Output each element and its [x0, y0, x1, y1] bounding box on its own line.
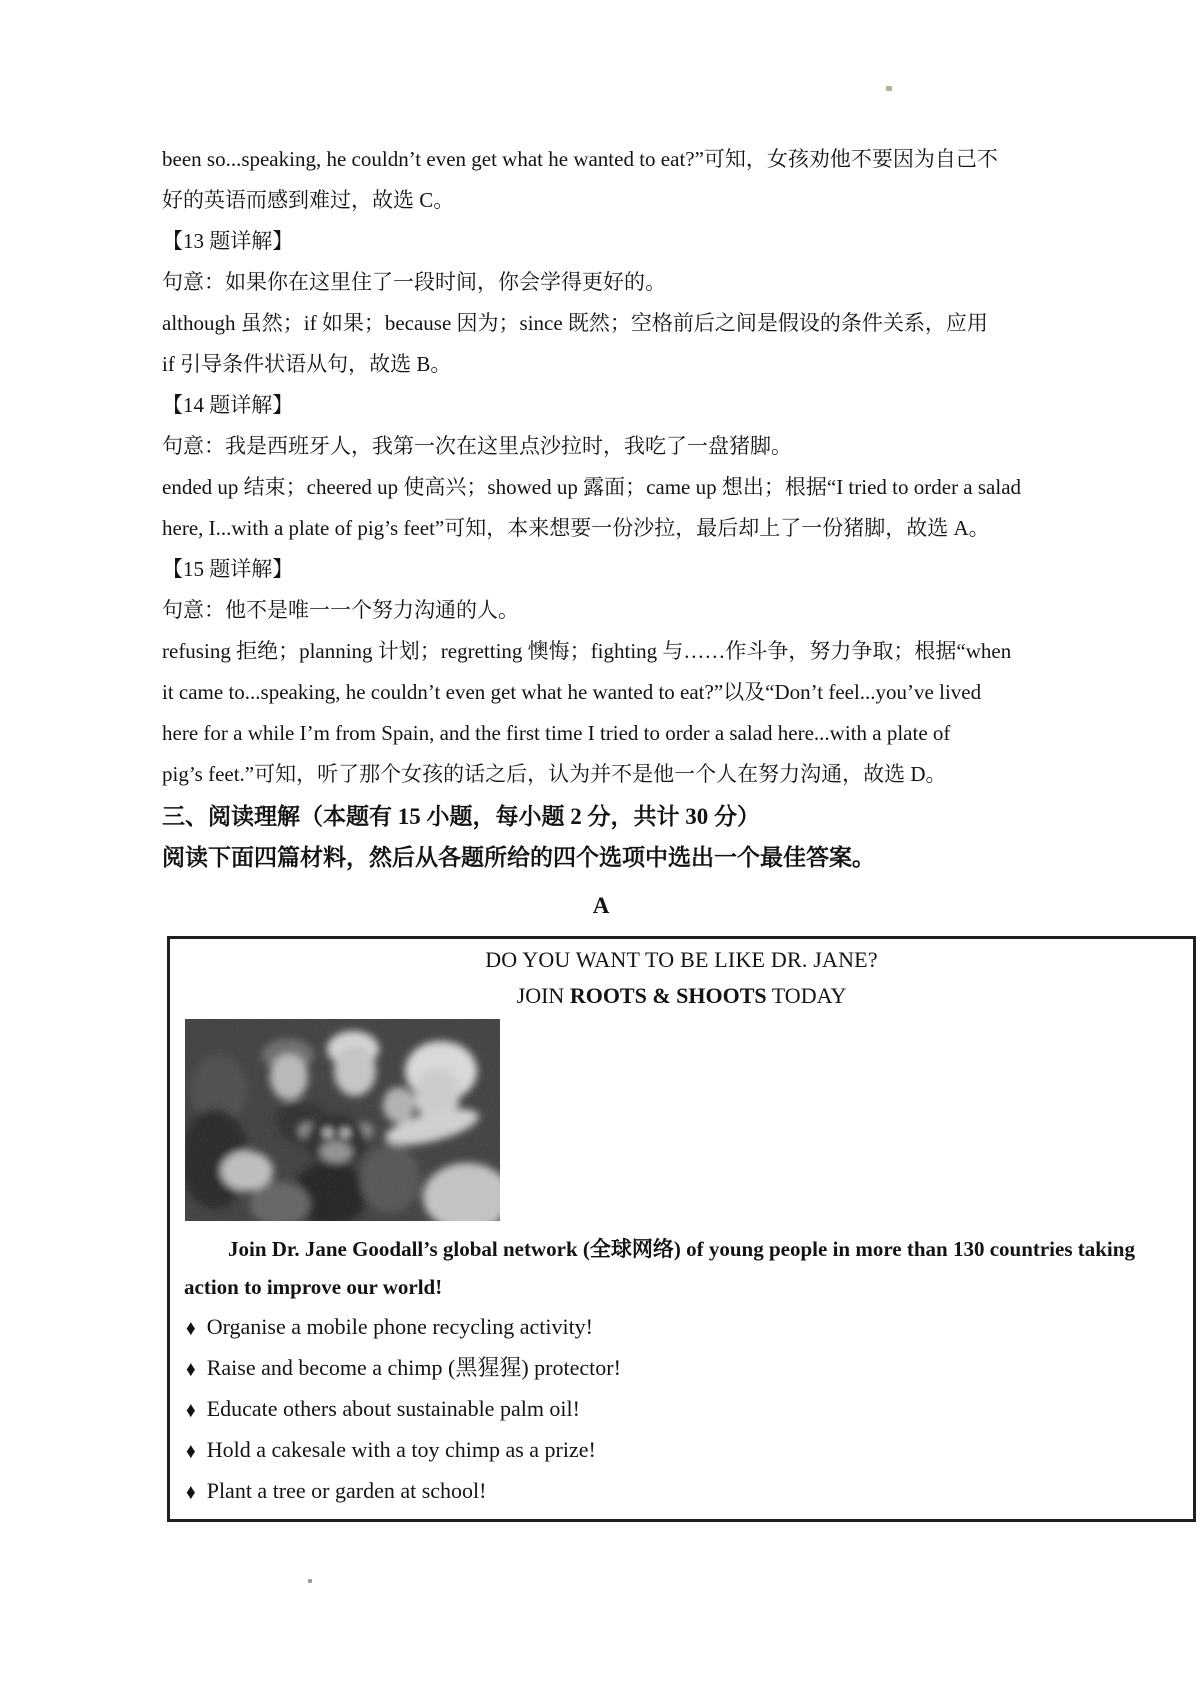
activity-bullet-item — [186, 1306, 1166, 1347]
scan-artifact-dot-top — [886, 86, 892, 91]
answer-line: refusing 拒绝；planning 计划；regretting 懊悔；fighting 与……作斗争，努力争取；根据“when — [162, 639, 1012, 663]
reading-passage-box — [167, 936, 1196, 1522]
diamond-bullet-icon: ♦ — [186, 1316, 196, 1341]
answer-line: here for a while I’m from Spain, and the first time I tried to order a salad here...with a plate of — [162, 721, 951, 745]
activity-bullet-text: Raise and become a chimp (黑猩猩) protector! — [206, 1355, 621, 1380]
answer-line: ended up 结束；cheered up 使高兴；showed up 露面；came up 想出；根据“I tried to order a salad — [162, 475, 1022, 499]
activity-bullet-text: Organise a mobile phone recycling activity! — [206, 1314, 594, 1339]
answer-line: 【15 题详解】 — [162, 557, 294, 581]
diamond-bullet-icon: ♦ — [186, 1357, 196, 1382]
answer-line: 【14 题详解】 — [162, 393, 294, 417]
subtitle-pre: JOIN — [516, 983, 570, 1008]
subtitle-bold: ROOTS & SHOOTS — [569, 983, 767, 1008]
children-with-toy-chimp-photo — [185, 1019, 500, 1221]
answer-line: if 引导条件状语从句，故选 B。 — [162, 352, 452, 376]
answer-line: although 虽然；if 如果；because 因为；since 既然；空格前后之间是假设的条件关系，应用 — [162, 311, 988, 335]
passage-subtitle — [170, 983, 1193, 1009]
passage-intro-line2: action to improve our world! — [184, 1275, 443, 1299]
diamond-bullet-icon: ♦ — [186, 1398, 196, 1423]
activity-bullet-item — [186, 1470, 1166, 1511]
answer-line: 句意：如果你在这里住了一段时间，你会学得更好的。 — [162, 270, 666, 294]
diamond-bullet-icon: ♦ — [186, 1439, 196, 1464]
activity-bullet-text: Plant a tree or garden at school! — [206, 1478, 487, 1503]
answer-line: 好的英语而感到难过，故选 C。 — [162, 188, 455, 212]
subtitle-post: TODAY — [766, 983, 847, 1008]
activity-bullet-text: Educate others about sustainable palm oil! — [206, 1396, 580, 1421]
section-instruction: 阅读下面四篇材料，然后从各题所给的四个选项中选出一个最佳答案。 — [162, 845, 875, 870]
activity-bullet-item — [186, 1388, 1166, 1429]
answer-line: been so...speaking, he couldn’t even get what he wanted to eat?”可知，女孩劝他不要因为自己不 — [162, 147, 998, 171]
activity-bullet-list — [186, 1306, 1166, 1511]
activity-bullet-item — [186, 1429, 1166, 1470]
passage-label: A — [592, 893, 610, 918]
answer-line: it came to...speaking, he couldn’t even get what he wanted to eat?”以及“Don’t feel...you’ve lived — [162, 680, 982, 704]
scan-artifact-dot-bottom — [308, 1579, 312, 1583]
answer-line: 句意：我是西班牙人，我第一次在这里点沙拉时，我吃了一盘猪脚。 — [162, 434, 792, 458]
answer-explanations — [162, 139, 1062, 795]
answer-line: 【13 题详解】 — [162, 229, 294, 253]
answer-line: 句意：他不是唯一一个努力沟通的人。 — [162, 598, 519, 622]
passage-title: DO YOU WANT TO BE LIKE DR. JANE? — [485, 947, 878, 972]
activity-bullet-item — [186, 1347, 1166, 1388]
answer-line: here, I...with a plate of pig’s feet”可知，本来想要一份沙拉，最后却上了一份猪脚，故选 A。 — [162, 516, 990, 540]
answer-line: pig’s feet.”可知，听了那个女孩的话之后，认为并不是他一个人在努力沟通，故选 D。 — [162, 762, 947, 786]
passage-intro-line1: Join Dr. Jane Goodall’s global network (全球网络) of young people in more than 130 countries taking — [228, 1237, 1135, 1261]
section-heading: 三、阅读理解（本题有 15 小题，每小题 2 分，共计 30 分） — [162, 804, 760, 829]
activity-bullet-text: Hold a cakesale with a toy chimp as a prize! — [206, 1437, 596, 1462]
diamond-bullet-icon: ♦ — [186, 1480, 196, 1505]
